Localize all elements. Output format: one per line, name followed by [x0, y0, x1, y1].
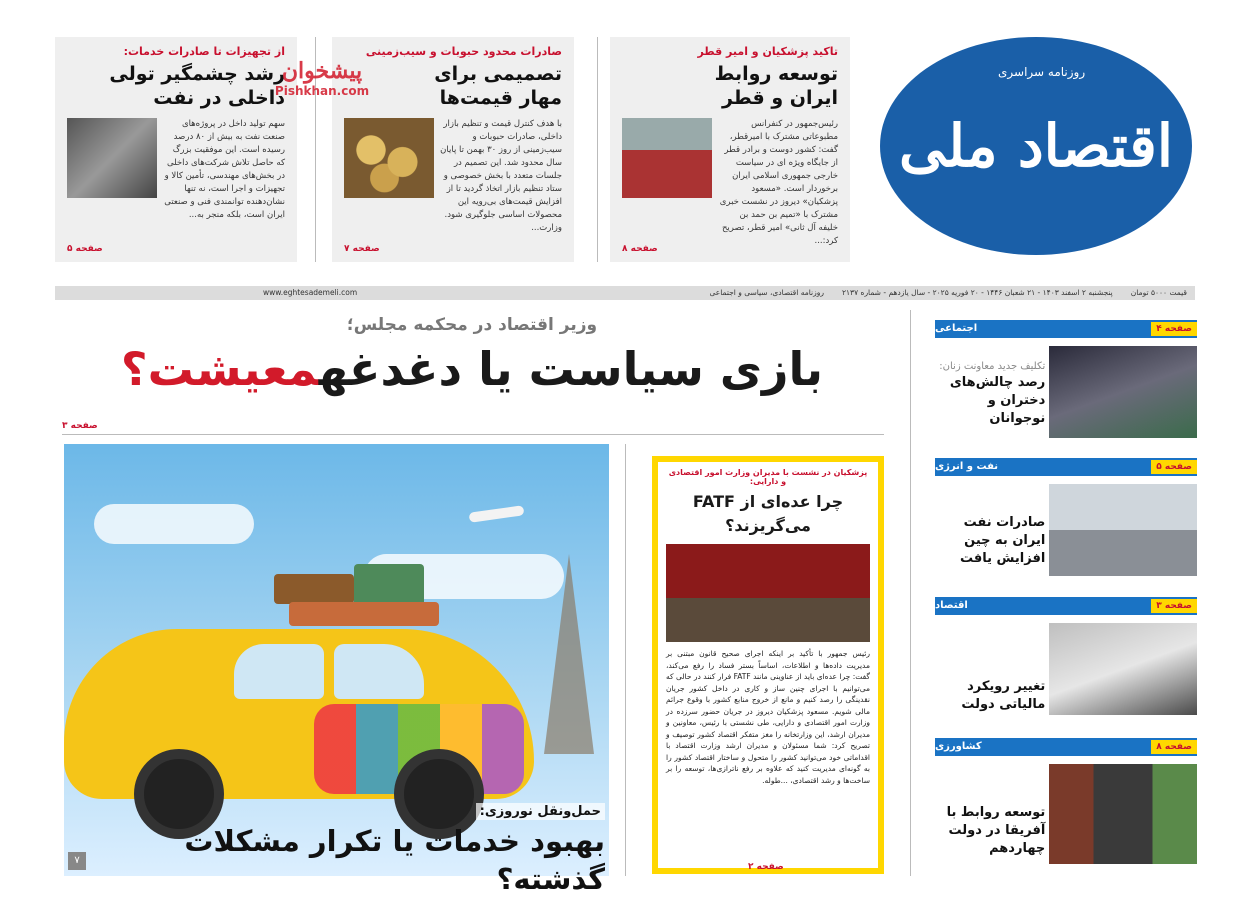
issue-date: پنجشنبه ۲ اسفند ۱۴۰۳ - ۲۱ شعبان ۱۴۴۶ - ۲۰ فوریه ۲۰۲۵ - سال یازدهم - شماره ۲۱۳۷: [842, 288, 1113, 297]
fatf-page-ref[interactable]: صفحه ۲: [748, 862, 784, 872]
section-label: روزنامه اقتصادی، سیاسی و اجتماعی: [709, 288, 824, 297]
sidebar-title: تغییر رویکرد مالیاتی دولت: [961, 679, 1046, 712]
teaser-title: توسعه روابط ایران و قطر: [714, 63, 838, 109]
sidebar-page-ref[interactable]: صفحه ۵: [1151, 460, 1197, 474]
teaser-kicker: تاکید پزشکیان و امیر قطر: [697, 45, 838, 58]
sidebar-kicker: تکلیف جدید معاونت زنان:: [939, 361, 1046, 372]
main-headline[interactable]: [62, 315, 882, 401]
sidebar-image-refinery: [1049, 484, 1197, 576]
headline-kicker: وزیر اقتصاد در محکمه مجلس؛: [346, 315, 598, 335]
teaser-iran-qatar[interactable]: [610, 37, 850, 262]
sidebar-image-tax-office: [1049, 623, 1197, 715]
feature-title: بهبود خدمات یا تکرار مشکلات گذشته؟: [184, 824, 605, 896]
teaser-page-ref[interactable]: صفحه ۵: [67, 244, 103, 254]
teaser-title: رشد چشمگیر تولی داخلی در نفت: [109, 63, 285, 109]
airplane-icon: [469, 505, 525, 523]
column-divider: [597, 37, 598, 262]
sidebar-item-oil[interactable]: [935, 458, 1197, 588]
column-divider: [625, 444, 626, 876]
sidebar-item-agriculture[interactable]: [935, 738, 1197, 878]
eiffel-tower-icon: [544, 554, 594, 754]
sidebar-title: صادرات نفت ایران به چین افزایش یافت: [959, 515, 1046, 566]
teaser-page-ref[interactable]: صفحه ۷: [344, 244, 380, 254]
issue-price: قیمت ۵۰۰۰ تومان: [1130, 288, 1187, 297]
sidebar-section-label: اجتماعی: [935, 323, 978, 334]
fatf-article[interactable]: [652, 456, 884, 874]
sidebar-image-officials: [1049, 764, 1197, 864]
feature-caption[interactable]: [100, 800, 605, 898]
feature-kicker: حمل‌ونقل نوروزی:: [476, 803, 605, 820]
teaser-oil-industry[interactable]: [55, 37, 297, 262]
sidebar-item-social[interactable]: [935, 320, 1197, 450]
teaser-kicker: از تجهیزات تا صادرات خدمات:: [123, 45, 285, 58]
teaser-body: سهم تولید داخل در پروژه‌های صنعت نفت به بیش از ۸۰ درصد رسیده است. این موفقیت بزرگ که حاصل تلاش شرکت‌های داخلی در بخش‌های مهندسی، تأمین کالا و تجهیزات و اجرا است، نه تنها نشان‌دهنده توانمندی فنی و صنعتی ایران است، بلکه منجر به...: [164, 119, 285, 220]
sidebar-title: توسعه روابط با آفریقا در دولت چهاردهم: [946, 805, 1046, 856]
pishkhan-watermark: پیشخوان Pishkhan.com: [274, 58, 370, 98]
teaser-body: با هدف کنترل قیمت و تنظیم بازار داخلی، صادرات حبوبات و سیب‌زمینی از روز ۳۰ بهمن تا پایان سال محدود شد. این تصمیم در جلسات متعدد با بخش خصوصی و ستاد تنظیم بازار اتخاذ گردید تا از افزایش قیمت‌های بی‌رویه این محصولات اساسی جلوگیری شود. وزارت...: [440, 119, 562, 233]
newspaper-logo[interactable]: [880, 37, 1192, 255]
sidebar-section-label: کشاورزی: [935, 741, 982, 752]
headline-rule: [62, 434, 884, 435]
sidebar-section-label: نفت و انرژی: [935, 461, 999, 472]
suitcase-icon: [289, 602, 439, 626]
teaser-image-potatoes: [344, 118, 434, 198]
teaser-kicker: صادرات محدود حبوبات و سیب‌زمینی: [365, 45, 562, 58]
info-bar: [55, 286, 1195, 300]
logo-name: اقتصاد ملی: [899, 112, 1173, 180]
sidebar-item-economy[interactable]: [935, 597, 1197, 727]
column-divider: [910, 310, 911, 876]
fatf-image-meeting: [666, 544, 870, 642]
headline-page-ref[interactable]: صفحه ۳: [62, 421, 98, 431]
sidebar-title: رصد چالش‌های دختران و نوجوانان: [949, 375, 1046, 426]
fatf-kicker: پزشکیان در نشست با مدیران وزارت امور اقتصادی و دارایی:: [668, 468, 868, 486]
teaser-page-ref[interactable]: صفحه ۸: [622, 244, 658, 254]
suitcase-icon: [354, 564, 424, 606]
taxi-window: [234, 644, 324, 699]
fatf-body: رئیس جمهور با تأکید بر اینکه اجرای صحیح قانون مبتنی بر مدیریت داده‌ها و اطلاعات، اساساً بستر فساد را رفع می‌کند، گفت: چرا عده‌ای باید از عناوینی مانند FATF فرار کنند در حالی که می‌توانیم با اجرای چنین ساز و کاری در داخل کشور جریان نقدینگی را رصد کنیم و مانع از خروج منابع کشور با وقوع جرائم مالی شویم. مسعود پزشکیان دیروز در جریان حضور سرزده در وزارت امور اقتصادی و دارایی، طی نشستی با رئیس، معاونین و مدیران ارشد، این وزارتخانه را مغز متفکر اقتصاد کشور توصیف و تصریح کرد: شما مسئولان و مدیران ارشد وزارت اقتصاد با اقداماتی خود می‌توانید کشور را متحول و ساختار اقتصاد کشور را به گونه‌ای مدیریت کنید که علاوه بر رفع ناترازی‌ها، توسعه را بر ساخت‌ها و رشد اقتصادی، ...طوله.: [666, 649, 870, 785]
teaser-body: رئیس‌جمهور در کنفرانس مطبوعاتی مشترک با امیرقطر، گفت: کشور دوست و برادر قطر از جایگاه ویژه ای در سیاست خارجی جمهوری اسلامی ایران برخوردار است. «مسعود پزشکیان» دیروز در نشست خبری مشترک با «تمیم بن حمد بن خلیفه آل ثانی» امیر قطر، تصریح کرد:...: [719, 119, 838, 246]
feature-page-ref[interactable]: ۷: [68, 852, 86, 870]
teaser-image-oil-rig: [67, 118, 157, 198]
fatf-title: چرا عده‌ای از FATF می‌گریزند؟: [692, 492, 844, 535]
sidebar-page-ref[interactable]: صفحه ۴: [1151, 322, 1197, 336]
sidebar-image-girls: [1049, 346, 1197, 438]
sidebar-section-label: اقتصاد: [935, 600, 968, 611]
suitcase-icon: [274, 574, 354, 604]
teaser-title: تصمیمی برای مهار قیمت‌ها: [434, 63, 562, 109]
website-link[interactable]: www.eghtesademeli.com: [263, 288, 358, 297]
teaser-image-leaders-meeting: [622, 118, 712, 198]
sidebar-page-ref[interactable]: صفحه ۳: [1151, 599, 1197, 613]
logo-subtitle: روزنامه سراسری: [998, 65, 1086, 79]
headline-title: بازی سیاست یا دغدغهمعیشت؟: [120, 342, 824, 396]
sidebar-page-ref[interactable]: صفحه ۸: [1151, 740, 1197, 754]
